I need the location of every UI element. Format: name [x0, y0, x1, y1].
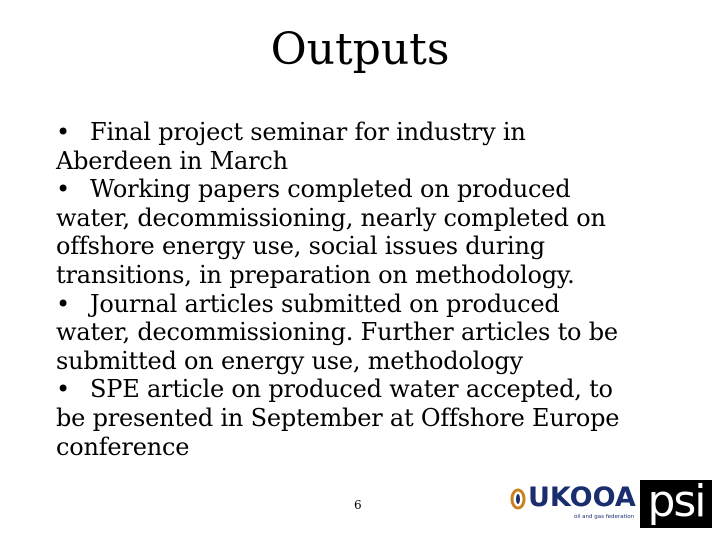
bullet-item	[56, 375, 656, 461]
bullet-marker: •	[56, 118, 70, 146]
footer-logos	[500, 476, 712, 528]
bullet-list	[56, 118, 656, 461]
page-number: 6	[354, 498, 362, 512]
bullet-line: Final project seminar for industry in	[90, 118, 526, 146]
ukooa-logo-text: UKOOA	[528, 482, 636, 513]
ukooa-logo	[510, 480, 642, 528]
psi-logo: psi	[640, 480, 712, 528]
bullet-item	[56, 290, 656, 376]
bullet-line: SPE article on produced water accepted, to	[90, 375, 613, 404]
ukooa-logo-subtext: oil and gas federation	[574, 514, 635, 520]
bullet-line: transitions, in preparation on methodology.	[56, 260, 575, 289]
bullet-line: offshore energy use, social issues during	[56, 232, 545, 261]
bullet-item	[56, 118, 656, 175]
bullet-line: Aberdeen in March	[56, 146, 288, 175]
bullet-line: Journal articles submitted on produced	[90, 289, 560, 318]
bullet-marker: •	[56, 289, 70, 318]
bullet-marker: •	[56, 375, 70, 404]
bullet-item	[56, 175, 656, 289]
slide-title: Outputs	[270, 24, 450, 75]
bullet-line: submitted on energy use, methodology	[56, 346, 523, 375]
bullet-line: water, decommissioning. Further articles to be	[56, 318, 618, 347]
bullet-marker: •	[56, 175, 70, 204]
bullet-line: water, decommissioning, nearly completed on	[56, 203, 606, 232]
bullet-line: conference	[56, 432, 190, 461]
bullet-line: be presented in September at Offshore Europe	[56, 403, 620, 432]
bullet-line: Working papers completed on produced	[90, 175, 571, 204]
ukooa-flame-icon	[510, 488, 526, 510]
